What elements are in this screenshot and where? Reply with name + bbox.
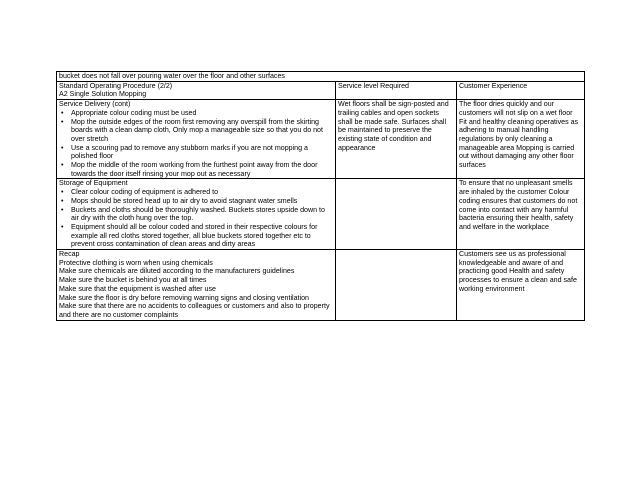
list-item: • Appropriate colour coding must be used bbox=[59, 109, 333, 118]
service-delivery-list bbox=[59, 109, 333, 179]
list-item: • Clear colour coding of equipment is adhered to bbox=[59, 188, 333, 197]
continuation-text: bucket does not fall over pouring water over the floor and other surfaces bbox=[57, 72, 585, 82]
recap-line: Make sure that there are no accidents to colleagues or customers and also to property and there are no customer complaints bbox=[59, 302, 330, 319]
list-item: • Mops should be stored head up to air dry to avoid stagnant water smells bbox=[59, 197, 333, 206]
recap-line: Make sure chemicals are diluted according to the manufacturers guidelines bbox=[59, 267, 295, 276]
service-delivery-service-level: Wet floors shall be sign-posted and trailing cables and open sockets shall be made safe. Surfaces shall be maintained to preserve the existing state of condition and appearance bbox=[336, 100, 457, 179]
sop-table bbox=[56, 71, 585, 321]
list-item: • Mop the outside edges of the room first removing any overspill from the skirting boards with a clean damp cloth, Only mop a manageable size so that you do not over stretch bbox=[59, 118, 333, 144]
recap-line: Make sure the floor is dry before removing warning signs and closing ventilation bbox=[59, 293, 309, 302]
service-delivery-row bbox=[57, 100, 585, 179]
list-item: • Buckets and cloths should be thoroughly washed. Buckets stores upside down to air dry with the cloth hung over the top. bbox=[59, 206, 333, 223]
customer-experience-header: Customer Experience bbox=[457, 81, 585, 99]
sop-title: Standard Operating Procedure (2/2) bbox=[59, 81, 173, 90]
sop-title-cell bbox=[57, 81, 336, 99]
list-item: • Use a scouring pad to remove any stubborn marks if you are not mopping a polished floor bbox=[59, 144, 333, 161]
list-item: • Equipment should all be colour coded and stored in their respective colours for example all red cloths stored together, all blue buckets stored together etc to prevent cross contamination of clean areas and dirty areas bbox=[59, 223, 333, 249]
service-delivery-heading: Service Delivery (cont) bbox=[59, 100, 131, 109]
service-delivery-customer-experience: The floor dries quickly and our customers will not slip on a wet floor Fit and healthy cleaning operatives as adhering to manual handling regulations by only cleaning a manageable area Mopping is carried out without damaging any other floor surfaces bbox=[457, 100, 585, 179]
storage-heading: Storage of Equipment bbox=[59, 179, 128, 188]
recap-customer-experience: Customers see us as professional knowledgeable and aware of and practicing good Health and safety processes to ensure a clean and safe working environment bbox=[457, 250, 585, 321]
recap-cell bbox=[57, 250, 336, 321]
list-item: • Mop the middle of the room working from the furthest point away from the door towards the door itself rinsing your mop out as necessary bbox=[59, 161, 333, 178]
service-delivery-cell bbox=[57, 100, 336, 179]
recap-line: Protective clothing is worn when using chemicals bbox=[59, 258, 213, 267]
sop-subtitle: A2 Single Solution Mopping bbox=[59, 90, 147, 99]
storage-customer-experience: To ensure that no unpleasant smells are inhaled by the customer Colour coding ensures that customers do not come into contact with any harmful bacteria ensuring their health, safety and welfare in the workplace bbox=[457, 179, 585, 250]
service-level-header: Service level Required bbox=[336, 81, 457, 99]
recap-line: Make sure the bucket is behind you at all times bbox=[59, 276, 207, 285]
storage-cell bbox=[57, 179, 336, 250]
storage-row bbox=[57, 179, 585, 250]
storage-service-level bbox=[336, 179, 457, 250]
header-row bbox=[57, 81, 585, 99]
recap-line: Make sure that the equipment is washed after use bbox=[59, 284, 216, 293]
continuation-row bbox=[57, 72, 585, 82]
storage-list bbox=[59, 188, 333, 249]
recap-heading: Recap bbox=[59, 250, 80, 259]
recap-service-level bbox=[336, 250, 457, 321]
recap-row bbox=[57, 250, 585, 321]
